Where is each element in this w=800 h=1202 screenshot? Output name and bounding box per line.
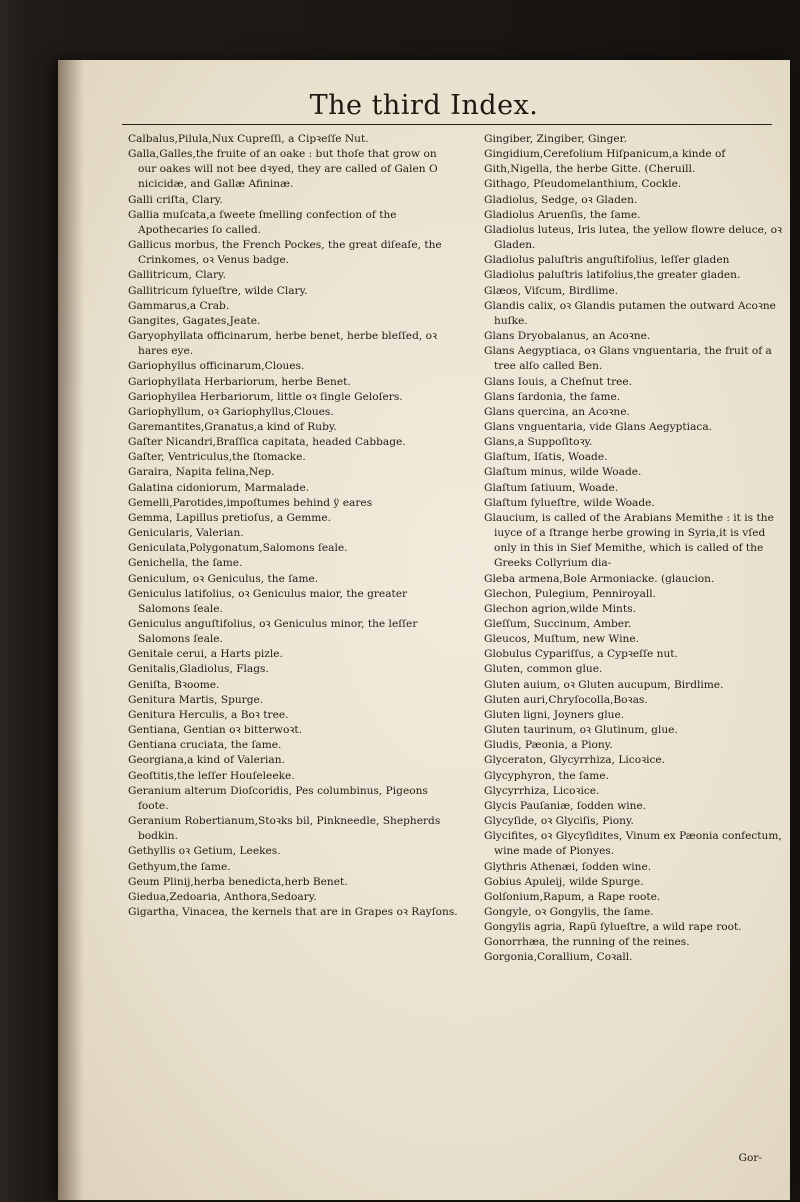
index-entry: Gladiolus paluſtris latifolius,the greater gladen.: [484, 269, 741, 282]
index-entry: Gonorrhæa, the running of the reines.: [484, 936, 690, 949]
index-entry: Geoſtitis,the leſſer Houſeleeke.: [128, 769, 295, 782]
index-entry: Gallitricum, Clary.: [128, 269, 227, 282]
index-entry: Gangites, Gagates,Jeate.: [128, 314, 261, 327]
index-entry: Githago, Pſeudomelanthium, Cockle.: [484, 178, 682, 191]
index-entry: Gorgonia,Corallium, Coꝛall.: [484, 951, 633, 964]
index-entry: Galatina cidoniorum, Marmalade.: [128, 481, 310, 494]
index-entry: Gleſſum, Succinum, Amber.: [484, 618, 632, 630]
index-entry: Glaucium, is called of the Arabians Memithe : it is the iuyce of a ſtrange herbe growing in Syria,it is vſed only in this in Sief Memithe, which is called of the Greeks Collyrium dia-: [484, 511, 774, 570]
index-entry: Glaſtum ſatiuum, Woade.: [484, 481, 619, 494]
book-page: [58, 60, 790, 1200]
index-entry: Galla,Galles,the fruite of an oake : but thoſe that grow on our oakes will not bee dꝛyed, they are called of Galen O nicicidæ, and Gallæ Afininæ.: [128, 148, 438, 191]
right-column: [484, 132, 784, 966]
index-entry: Gladiolus luteus, Iris lutea, the yellow flowre deluce, oꝛ Gladen.: [484, 223, 783, 252]
index-entry: Genitalis,Gladiolus, Flags.: [128, 663, 269, 676]
index-entry: Geniſta, Bꝛoome.: [128, 678, 220, 691]
index-entry: Gentiana, Gentian oꝛ bitterwoꝛt.: [128, 724, 302, 737]
index-entry: Geniculata,Polygonatum,Salomons ſeale.: [128, 542, 348, 555]
index-entry: Gingidium,Cerefolium Hiſpanicum,a kinde of: [484, 148, 726, 161]
index-entry: Gleucos, Muſtum, new Wine.: [484, 633, 639, 646]
page-title: The third Index.: [309, 90, 539, 121]
index-entry: Glans Aegyptiaca, oꝛ Glans vnguentaria, the fruit of a tree alſo called Ben.: [484, 345, 772, 373]
index-entry: Gigartha, Vinacea, the kernels that are in Grapes oꝛ Rayſons.: [128, 905, 458, 918]
index-entry: Gluten auri,Chryſocolla,Boꝛas.: [484, 693, 648, 706]
index-entry: Glycyphyron, the ſame.: [484, 769, 609, 782]
index-entry: Gith,Nigella, the herbe Gitte. (Cheruill.: [484, 163, 696, 176]
index-entry: Gallia muſcata,a ſweete ſmelling confection of the Apothecaries ſo called.: [128, 208, 397, 236]
index-entry: Gluten auium, oꝛ Gluten aucupum, Birdlime.: [484, 678, 724, 691]
index-entry: Gobius Apuleij, wilde Spurge.: [484, 875, 644, 888]
index-entry: Gladiolus, Sedge, oꝛ Gladen.: [484, 193, 638, 206]
index-entry: Glans quercina, an Acoꝛne.: [484, 405, 630, 418]
index-entry: Gludis, Pæonia, a Piony.: [484, 739, 613, 752]
index-entry: Glythris Athenæi, ſodden wine.: [484, 860, 652, 873]
index-entry: Gariophyllus officinarum,Cloues.: [128, 360, 305, 373]
index-entry: Gallicus morbus, the French Pockes, the great diſeaſe, the Crinkomes, oꝛ Venus badge.: [128, 239, 442, 267]
index-entry: Glandis calix, oꝛ Glandis putamen the outward Acoꝛne huſke.: [484, 299, 776, 327]
index-entry: Genitura Herculis, a Boꝛ tree.: [128, 708, 289, 721]
index-entry: Gongyle, oꝛ Gongylis, the ſame.: [484, 905, 654, 918]
index-entry: Glans Dryobalanus, an Acoꝛne.: [484, 330, 651, 343]
index-entry: Gethyllis oꝛ Getium, Leekes.: [128, 845, 281, 858]
index-entry: Glycyrrhiza, Licoꝛice.: [484, 784, 600, 797]
catchword: Gor-: [738, 1152, 762, 1164]
index-entry: Glechon agrion,wilde Mints.: [484, 602, 636, 615]
index-entry: Gleba armena,Bole Armoniacke. (glaucion.: [484, 572, 715, 585]
index-entry: Glyceraton, Glycyrrhiza, Licoꝛice.: [484, 754, 666, 767]
index-entry: Gongylis agria, Rapũ ſylueſtre, a wild rape root.: [484, 921, 742, 934]
index-entry: Gemelli,Parotides,impoſtumes behind ÿ eares: [128, 496, 373, 509]
index-entry: Gammarus,a Crab.: [128, 299, 230, 312]
index-entry: Glaſtum minus, wilde Woade.: [484, 466, 642, 479]
index-entry: Gladiolus paluſtris anguſtifolius, leſſer gladen: [484, 254, 730, 267]
index-entry: Gemma, Lapillus pretioſus, a Gemme.: [128, 511, 331, 524]
index-entry: Gariophyllata Herbariorum, herbe Benet.: [128, 375, 351, 388]
index-entry: Gariophyllum, oꝛ Gariophyllus,Cloues.: [128, 405, 334, 418]
index-entry: Galli criſta, Clary.: [128, 193, 223, 206]
index-entry: Gaſter, Ventriculus,the ſtomacke.: [128, 451, 306, 464]
header-rule: [122, 124, 772, 125]
left-column: [128, 132, 458, 920]
index-entry: Calbalus,Pilula,Nux Cupreſſi, a Cipꝛeſſe Nut.: [128, 133, 369, 145]
index-entry: Georgiana,a kind of Valerian.: [128, 754, 285, 767]
index-entry: Glaſtum, Iſatis, Woade.: [484, 451, 608, 464]
index-entry: Genichella, the ſame.: [128, 557, 243, 570]
index-entry: Geranium alterum Dioſcoridis, Pes columbinus, Pigeons foote.: [128, 784, 428, 812]
index-entry: Gluten taurinum, oꝛ Glutinum, glue.: [484, 724, 678, 737]
index-entry: Golſonium,Rapum, a Rape roote.: [484, 890, 661, 903]
index-entry: Gluten ligni, Joyners glue.: [484, 708, 625, 721]
index-entry: Gingiber, Zingiber, Ginger.: [484, 133, 627, 145]
index-entry: Geranium Robertianum,Stoꝛks bil, Pinkneedle, Shepherds bodkin.: [128, 815, 441, 843]
index-entry: Genitale cerui, a Harts pizle.: [128, 648, 283, 661]
index-entry: Gallitricum ſylueſtre, wilde Clary.: [128, 284, 308, 297]
index-entry: Gethyum,the ſame.: [128, 860, 231, 873]
index-entry: Genitura Martis, Spurge.: [128, 693, 264, 706]
index-entry: Glycyſide, oꝛ Glyciſis, Piony.: [484, 815, 634, 828]
index-entry: Glaſtum ſylueſtre, wilde Woade.: [484, 496, 655, 509]
index-entry: Glans,a Suppoſitoꝛy.: [484, 436, 593, 449]
index-entry: Glans vnguentaria, vide Glans Aegyptiaca.: [484, 420, 713, 433]
index-entry: Garyophyllata officinarum, herbe benet, herbe bleſſed, oꝛ hares eye.: [128, 330, 437, 358]
index-entry: Gladiolus Aruenſis, the ſame.: [484, 208, 641, 221]
index-entry: Geniculum, oꝛ Geniculus, the ſame.: [128, 572, 319, 585]
index-entry: Glæos, Viſcum, Birdlime.: [484, 284, 619, 297]
index-entry: Glans ſardonia, the ſame.: [484, 390, 621, 403]
index-entry: Gariophyllea Herbariorum, little oꝛ ſingle Geloſers.: [128, 390, 403, 403]
index-entry: Geniculus anguſtifolius, oꝛ Geniculus minor, the leſſer Salomons ſeale.: [128, 618, 418, 646]
index-entry: Gentiana cruciata, the ſame.: [128, 739, 282, 752]
index-entry: Genicularis, Valerian.: [128, 527, 244, 540]
index-entry: Gaſter Nicandri,Braſſica capitata, headed Cabbage.: [128, 436, 406, 449]
index-entry: Glechon, Pulegium, Penniroyall.: [484, 587, 657, 600]
index-entry: Glans Iouis, a Cheſnut tree.: [484, 375, 633, 388]
index-entry: Globulus Cypariſſus, a Cypꝛeſſe nut.: [484, 648, 678, 661]
index-entry: Glycifites, oꝛ Glycyſidites, Vinum ex Pæonia confectum, wine made of Pionyes.: [484, 830, 782, 858]
index-entry: Giedua,Zedoaria, Anthora,Sedoary.: [128, 890, 317, 903]
index-entry: Garaira, Napita felina,Nep.: [128, 466, 275, 479]
index-entry: Glycis Pauſaniæ, ſodden wine.: [484, 799, 647, 812]
index-entry: Geniculus latifolius, oꝛ Geniculus maior, the greater Salomons ſeale.: [128, 587, 408, 615]
index-entry: Geum Plinij,herba benedicta,herb Benet.: [128, 875, 348, 888]
index-entry: Gluten, common glue.: [484, 663, 603, 676]
index-entry: Garemantites,Granatus,a kind of Ruby.: [128, 420, 337, 433]
gutter-shadow: [58, 60, 84, 1200]
